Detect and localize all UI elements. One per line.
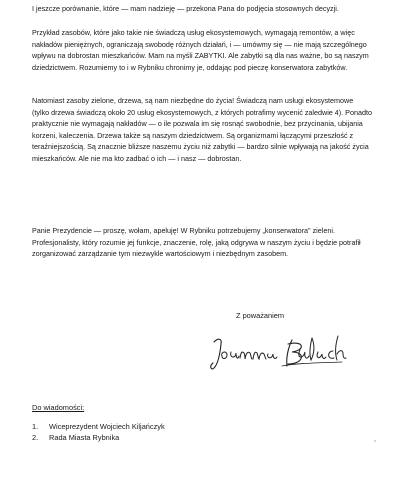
paragraph-monuments: Przykład zasobów, które jako takie nie świadczą usług ekosystemowych, wymagają remontów, a więc nakładów pieniężnych, ograniczają swobodę różnych działań, i — umówmy się — nie mają szczególnego wpływu na dobrostan mieszkańców. Mam na myśli ZABYTKI. Ale zabytki są dla nas ważne, bo są naszym dziedzictwem. Rozumiemy to i w Rybniku chronimy je, oddając pod pieczę konserwatora zabytków. [32, 28, 369, 72]
list-item [32, 432, 165, 444]
scan-mark [374, 440, 376, 442]
list-item-number: 2. [32, 433, 39, 442]
list-item [32, 421, 165, 433]
recipients-section [32, 402, 165, 444]
paragraph-greenery: Natomiast zasoby zielone, drzewa, są nam niezbędne do życia! Świadczą nam usługi ekosystemowe (tylko drzewa świadczą około 20 usług ekosystemowych, z których potrafimy wycenić zaledwie 4). Ponadto praktycznie nie wymagają nakładów — o ile pozwala im się rosnąć swobodnie, bez przycinania, ubijania korzeni, kaleczenia. Drzewa także są naszym dziedzictwem. Są organizmami łączącymi przeszłość z teraźniejszością. Są znacznie bliższe naszemu życiu niż zabytki — bardzo silnie wpływają na jakość życia mieszkańców. Ale nie ma kto zadbać o ich — i nasz — dobrostan. [32, 96, 372, 163]
paragraph-appeal: Panie Prezydencie — proszę, wołam, apeluję! W Rybniku potrzebujemy „konserwatora" zieleni. Profesjonalisty, który rozumie jej funkcje, znaczenie, rolę, jaką odgrywa w naszym życiu i będzie potrafił zorganizować zarządzanie tym niezwykle wartościowym i niezbędnym zasobem. [32, 226, 361, 258]
handwritten-signature [208, 332, 348, 376]
recipients-title: Do wiadomości: [32, 403, 85, 412]
list-item-text: Rada Miasta Rybnika [49, 433, 120, 442]
closing-phrase: Z poważaniem [236, 311, 285, 320]
list-item-text: Wiceprezydent Wojciech Kiljańczyk [49, 421, 165, 431]
recipients-list [32, 421, 165, 444]
list-item-number: 1. [32, 421, 39, 431]
paragraph-intro: I jeszcze porównanie, które — mam nadzieję — przekona Pana do podjęcia stosownych decyzji. [32, 4, 339, 13]
